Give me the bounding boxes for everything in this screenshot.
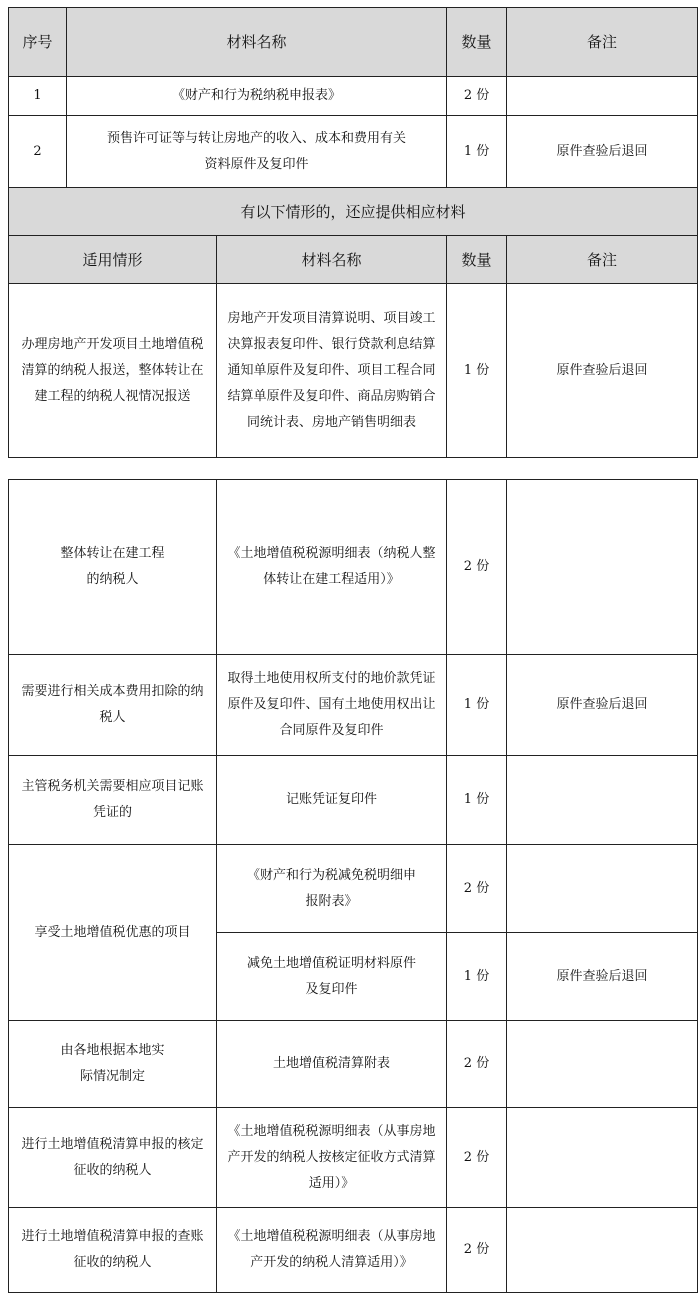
row-seq: 2: [9, 116, 67, 188]
row-material-name: 取得土地使用权所支付的地价款凭证原件及复印件、国有土地使用权出让合同原件及复印件: [217, 655, 447, 756]
row-situation: 需要进行相关成本费用扣除的纳税人: [9, 655, 217, 756]
row-material-name: 预售许可证等与转让房地产的收入、成本和费用有关资料原件及复印件: [67, 116, 447, 188]
row-note: 原件查验后退回: [507, 116, 698, 188]
header-quantity: 数量: [447, 8, 507, 77]
header-material-name: 材料名称: [217, 236, 447, 284]
row-situation: 进行土地增值税清算申报的查账征收的纳税人: [9, 1208, 217, 1293]
table-row: [9, 1108, 698, 1208]
row-quantity: 1 份: [447, 933, 507, 1021]
header-situation: 适用情形: [9, 236, 217, 284]
row-quantity: 1 份: [447, 756, 507, 845]
row-quantity: 2 份: [447, 480, 507, 655]
section-title: 有以下情形的，还应提供相应材料: [9, 188, 698, 236]
header-quantity: 数量: [447, 236, 507, 284]
row-note: 原件查验后退回: [507, 284, 698, 458]
table-header-row: [9, 8, 698, 77]
row-material-name: 《土地增值税税源明细表（从事房地产开发的纳税人按核定征收方式清算适用）》: [217, 1108, 447, 1208]
table-row: [9, 756, 698, 845]
row-material-name: 《财产和行为税减免税明细申报附表》: [217, 845, 447, 933]
table-row: [9, 845, 698, 933]
materials-table-bottom: [8, 479, 698, 1293]
table-row: [9, 116, 698, 188]
table-row: [9, 284, 698, 458]
sub-header-row: [9, 236, 698, 284]
header-material-name: 材料名称: [67, 8, 447, 77]
row-note: 原件查验后退回: [507, 655, 698, 756]
table-row: [9, 655, 698, 756]
row-quantity: 2 份: [447, 77, 507, 116]
row-quantity: 2 份: [447, 1108, 507, 1208]
row-note: [507, 1208, 698, 1293]
section-title-row: [9, 188, 698, 236]
header-note: 备注: [507, 8, 698, 77]
row-situation: 享受土地增值税优惠的项目: [9, 845, 217, 1021]
row-material-name: 房地产开发项目清算说明、项目竣工决算报表复印件、银行贷款利息结算通知单原件及复印件、项目工程合同结算单原件及复印件、商品房购销合同统计表、房地产销售明细表: [217, 284, 447, 458]
table-row: [9, 1208, 698, 1293]
table-row: [9, 77, 698, 116]
row-note: [507, 1108, 698, 1208]
row-note: [507, 77, 698, 116]
materials-table-top: [8, 7, 698, 458]
row-material-name: 记账凭证复印件: [217, 756, 447, 845]
row-quantity: 2 份: [447, 1021, 507, 1108]
row-note: [507, 756, 698, 845]
row-material-name: 《财产和行为税纳税申报表》: [67, 77, 447, 116]
row-situation: 主管税务机关需要相应项目记账凭证的: [9, 756, 217, 845]
row-note: [507, 480, 698, 655]
row-situation: 整体转让在建工程的纳税人: [9, 480, 217, 655]
row-material-name: 减免土地增值税证明材料原件及复印件: [217, 933, 447, 1021]
row-note: 原件查验后退回: [507, 933, 698, 1021]
row-note: [507, 1021, 698, 1108]
row-material-name: 《土地增值税税源明细表（从事房地产开发的纳税人清算适用）》: [217, 1208, 447, 1293]
row-quantity: 1 份: [447, 655, 507, 756]
header-seq: 序号: [9, 8, 67, 77]
table-row: [9, 480, 698, 655]
row-quantity: 2 份: [447, 845, 507, 933]
row-material-name: 《土地增值税税源明细表（纳税人整体转让在建工程适用）》: [217, 480, 447, 655]
row-situation: 进行土地增值税清算申报的核定征收的纳税人: [9, 1108, 217, 1208]
row-situation: 办理房地产开发项目土地增值税清算的纳税人报送，整体转让在建工程的纳税人视情况报送: [9, 284, 217, 458]
row-material-name: 土地增值税清算附表: [217, 1021, 447, 1108]
row-seq: 1: [9, 77, 67, 116]
header-note: 备注: [507, 236, 698, 284]
row-situation: 由各地根据本地实际情况制定: [9, 1021, 217, 1108]
row-quantity: 1 份: [447, 116, 507, 188]
row-quantity: 1 份: [447, 284, 507, 458]
row-quantity: 2 份: [447, 1208, 507, 1293]
row-note: [507, 845, 698, 933]
table-row: [9, 1021, 698, 1108]
